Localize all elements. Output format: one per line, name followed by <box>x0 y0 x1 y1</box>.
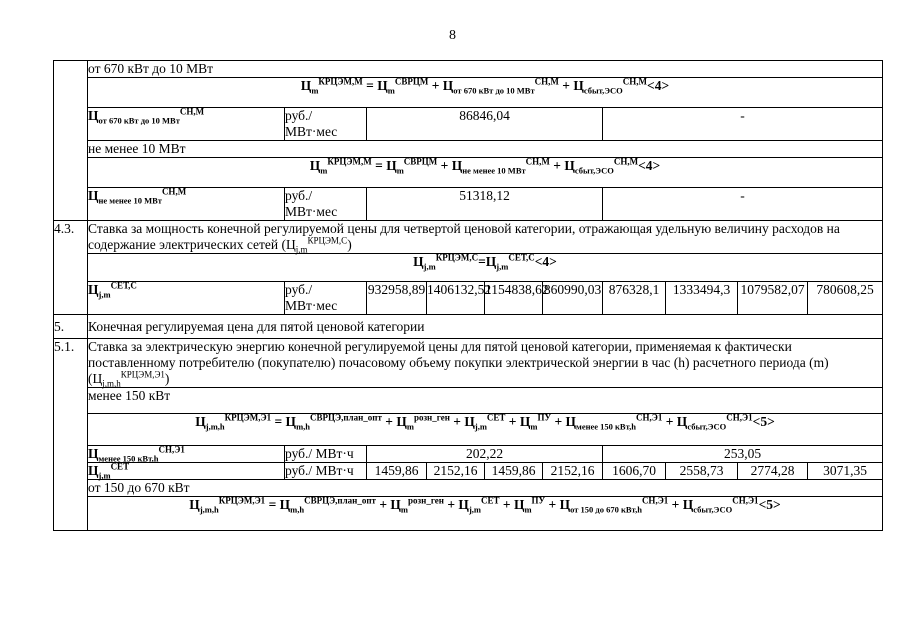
unit-150a: руб./ МВт·ч <box>285 446 367 463</box>
value-4-3: 860990,03 <box>543 282 603 315</box>
table-row <box>54 141 883 158</box>
value-4-3: 932958,89 <box>367 282 427 315</box>
text-4-3: Ставка за мощность конечной регулируемой цены для четвертой ценовой категории, отражающая удельную величину расходов на содержание электрических сетей $(Ц_{j,m}^{КРЦЭМ,С})$ <box>88 221 883 254</box>
value-670-10: 86846,04 <box>367 108 603 141</box>
table-row <box>54 78 883 108</box>
table-row <box>54 221 883 254</box>
value-4-3: 1154838,62 <box>485 282 543 315</box>
formula-670-10: $Ц_m^{КРЦЭМ,М} = Ц_m^{СВРЦМ} + Ц_{от 670 кВт до 10 МВт}^{СН,М} + Ц_{сбыт,ЭСО}^{СН,М}<4>$ <box>88 78 883 108</box>
dash-10: - <box>603 188 883 221</box>
table-row <box>54 480 883 497</box>
value-150b: 1459,86 <box>367 463 427 480</box>
formula-150-670: $Ц_{j,m,h}^{КРЦЭМ,Э1} = Ц_{m,h}^{СВРЦЭ,план\_опт} + Ц_m^{розн\_ген} + Ц_{j,m}^{СЕТ} + Ц_m^{ПУ} + Ц_{от 150 до 670 кВт,h}^{СН,Э1} + Ц_{сбыт,ЭСО}^{СН,Э1}<5>$ <box>88 497 883 531</box>
table-row <box>54 282 883 315</box>
value-150b: 3071,35 <box>808 463 883 480</box>
subheading-150-670: от 150 до 670 кВт <box>88 480 883 497</box>
subheading-10: не менее 10 МВт <box>88 141 883 158</box>
value-150a-2: 253,05 <box>603 446 883 463</box>
table-row <box>54 158 883 188</box>
value-10: 51318,12 <box>367 188 603 221</box>
table-row <box>54 339 883 388</box>
table-row <box>54 315 883 339</box>
formula-4-3: $Ц_{j,m}^{КРЦЭМ,С}=Ц_{j,m}^{СЕТ,С}<4>$ <box>88 254 883 282</box>
value-150b: 2558,73 <box>666 463 738 480</box>
table-row <box>54 446 883 463</box>
value-4-3: 780608,25 <box>808 282 883 315</box>
unit-10: руб./ МВт·мес <box>285 188 367 221</box>
table-row <box>54 188 883 221</box>
text-5-1: Ставка за электрическую энергию конечной регулируемой цены для пятой ценовой категории, применяемая к фактически поставленному потребителю (покупателю) почасовому объему покупки электрической энергии в час (h) расчетного периода (m) $(Ц_{j,m,h}^{КРЦЭМ,Э1})$ <box>88 339 883 388</box>
row-number-5: 5. <box>54 315 88 339</box>
subheading-150: менее 150 кВт <box>88 388 883 414</box>
symbol-4-3: $Ц_{j,m}^{СЕТ,С}$ <box>88 282 285 315</box>
value-150b: 1606,70 <box>603 463 666 480</box>
formula-10: $Ц_m^{КРЦЭМ,М} = Ц_m^{СВРЦМ} + Ц_{не менее 10 МВт}^{СН,М} + Ц_{сбыт,ЭСО}^{СН,М}<4>$ <box>88 158 883 188</box>
tariff-table <box>53 60 883 531</box>
table-row <box>54 254 883 282</box>
value-4-3: 876328,1 <box>603 282 666 315</box>
table-row <box>54 497 883 531</box>
value-150b: 2152,16 <box>543 463 603 480</box>
value-150a-1: 202,22 <box>367 446 603 463</box>
row-number-5-1: 5.1. <box>54 339 88 531</box>
table-row <box>54 108 883 141</box>
row-number-4-3: 4.3. <box>54 221 88 315</box>
table-row <box>54 414 883 446</box>
table-row <box>54 61 883 78</box>
value-150b: 2774,28 <box>738 463 808 480</box>
dash-670-10: - <box>603 108 883 141</box>
subheading-670-10: от 670 кВт до 10 МВт <box>88 61 883 78</box>
symbol-670-10: $Ц_{от 670 кВт до 10 МВт}^{СН,М}$ <box>88 108 285 141</box>
value-4-3: 1406132,52 <box>427 282 485 315</box>
formula-150: $Ц_{j,m,h}^{КРЦЭМ,Э1} = Ц_{m,h}^{СВРЦЭ,план\_опт} + Ц_m^{розн\_ген} + Ц_{j,m}^{СЕТ} + Ц_m^{ПУ} + Ц_{менее 150 кВт,h}^{СН,Э1} + Ц_{сбыт,ЭСО}^{СН,Э1}<5>$ <box>88 414 883 446</box>
unit-150b: руб./ МВт·ч <box>285 463 367 480</box>
unit-670-10: руб./ МВт·мес <box>285 108 367 141</box>
value-4-3: 1079582,07 <box>738 282 808 315</box>
value-150b: 1459,86 <box>485 463 543 480</box>
value-4-3: 1333494,3 <box>666 282 738 315</box>
symbol-10: $Ц_{не менее 10 МВт}^{СН,М}$ <box>88 188 285 221</box>
unit-4-3: руб./ МВт·мес <box>285 282 367 315</box>
row-number-empty <box>54 61 88 221</box>
page-number: 8 <box>449 28 456 43</box>
table-row <box>54 388 883 414</box>
symbol-150b: $Ц_{j,m}^{СЕТ}$ <box>88 463 285 480</box>
text-5: Конечная регулируемая цена для пятой ценовой категории <box>88 315 883 339</box>
table-row <box>54 463 883 480</box>
value-150b: 2152,16 <box>427 463 485 480</box>
symbol-150a: $Ц_{менее 150 кВт,h}^{СН,Э1}$ <box>88 446 285 463</box>
